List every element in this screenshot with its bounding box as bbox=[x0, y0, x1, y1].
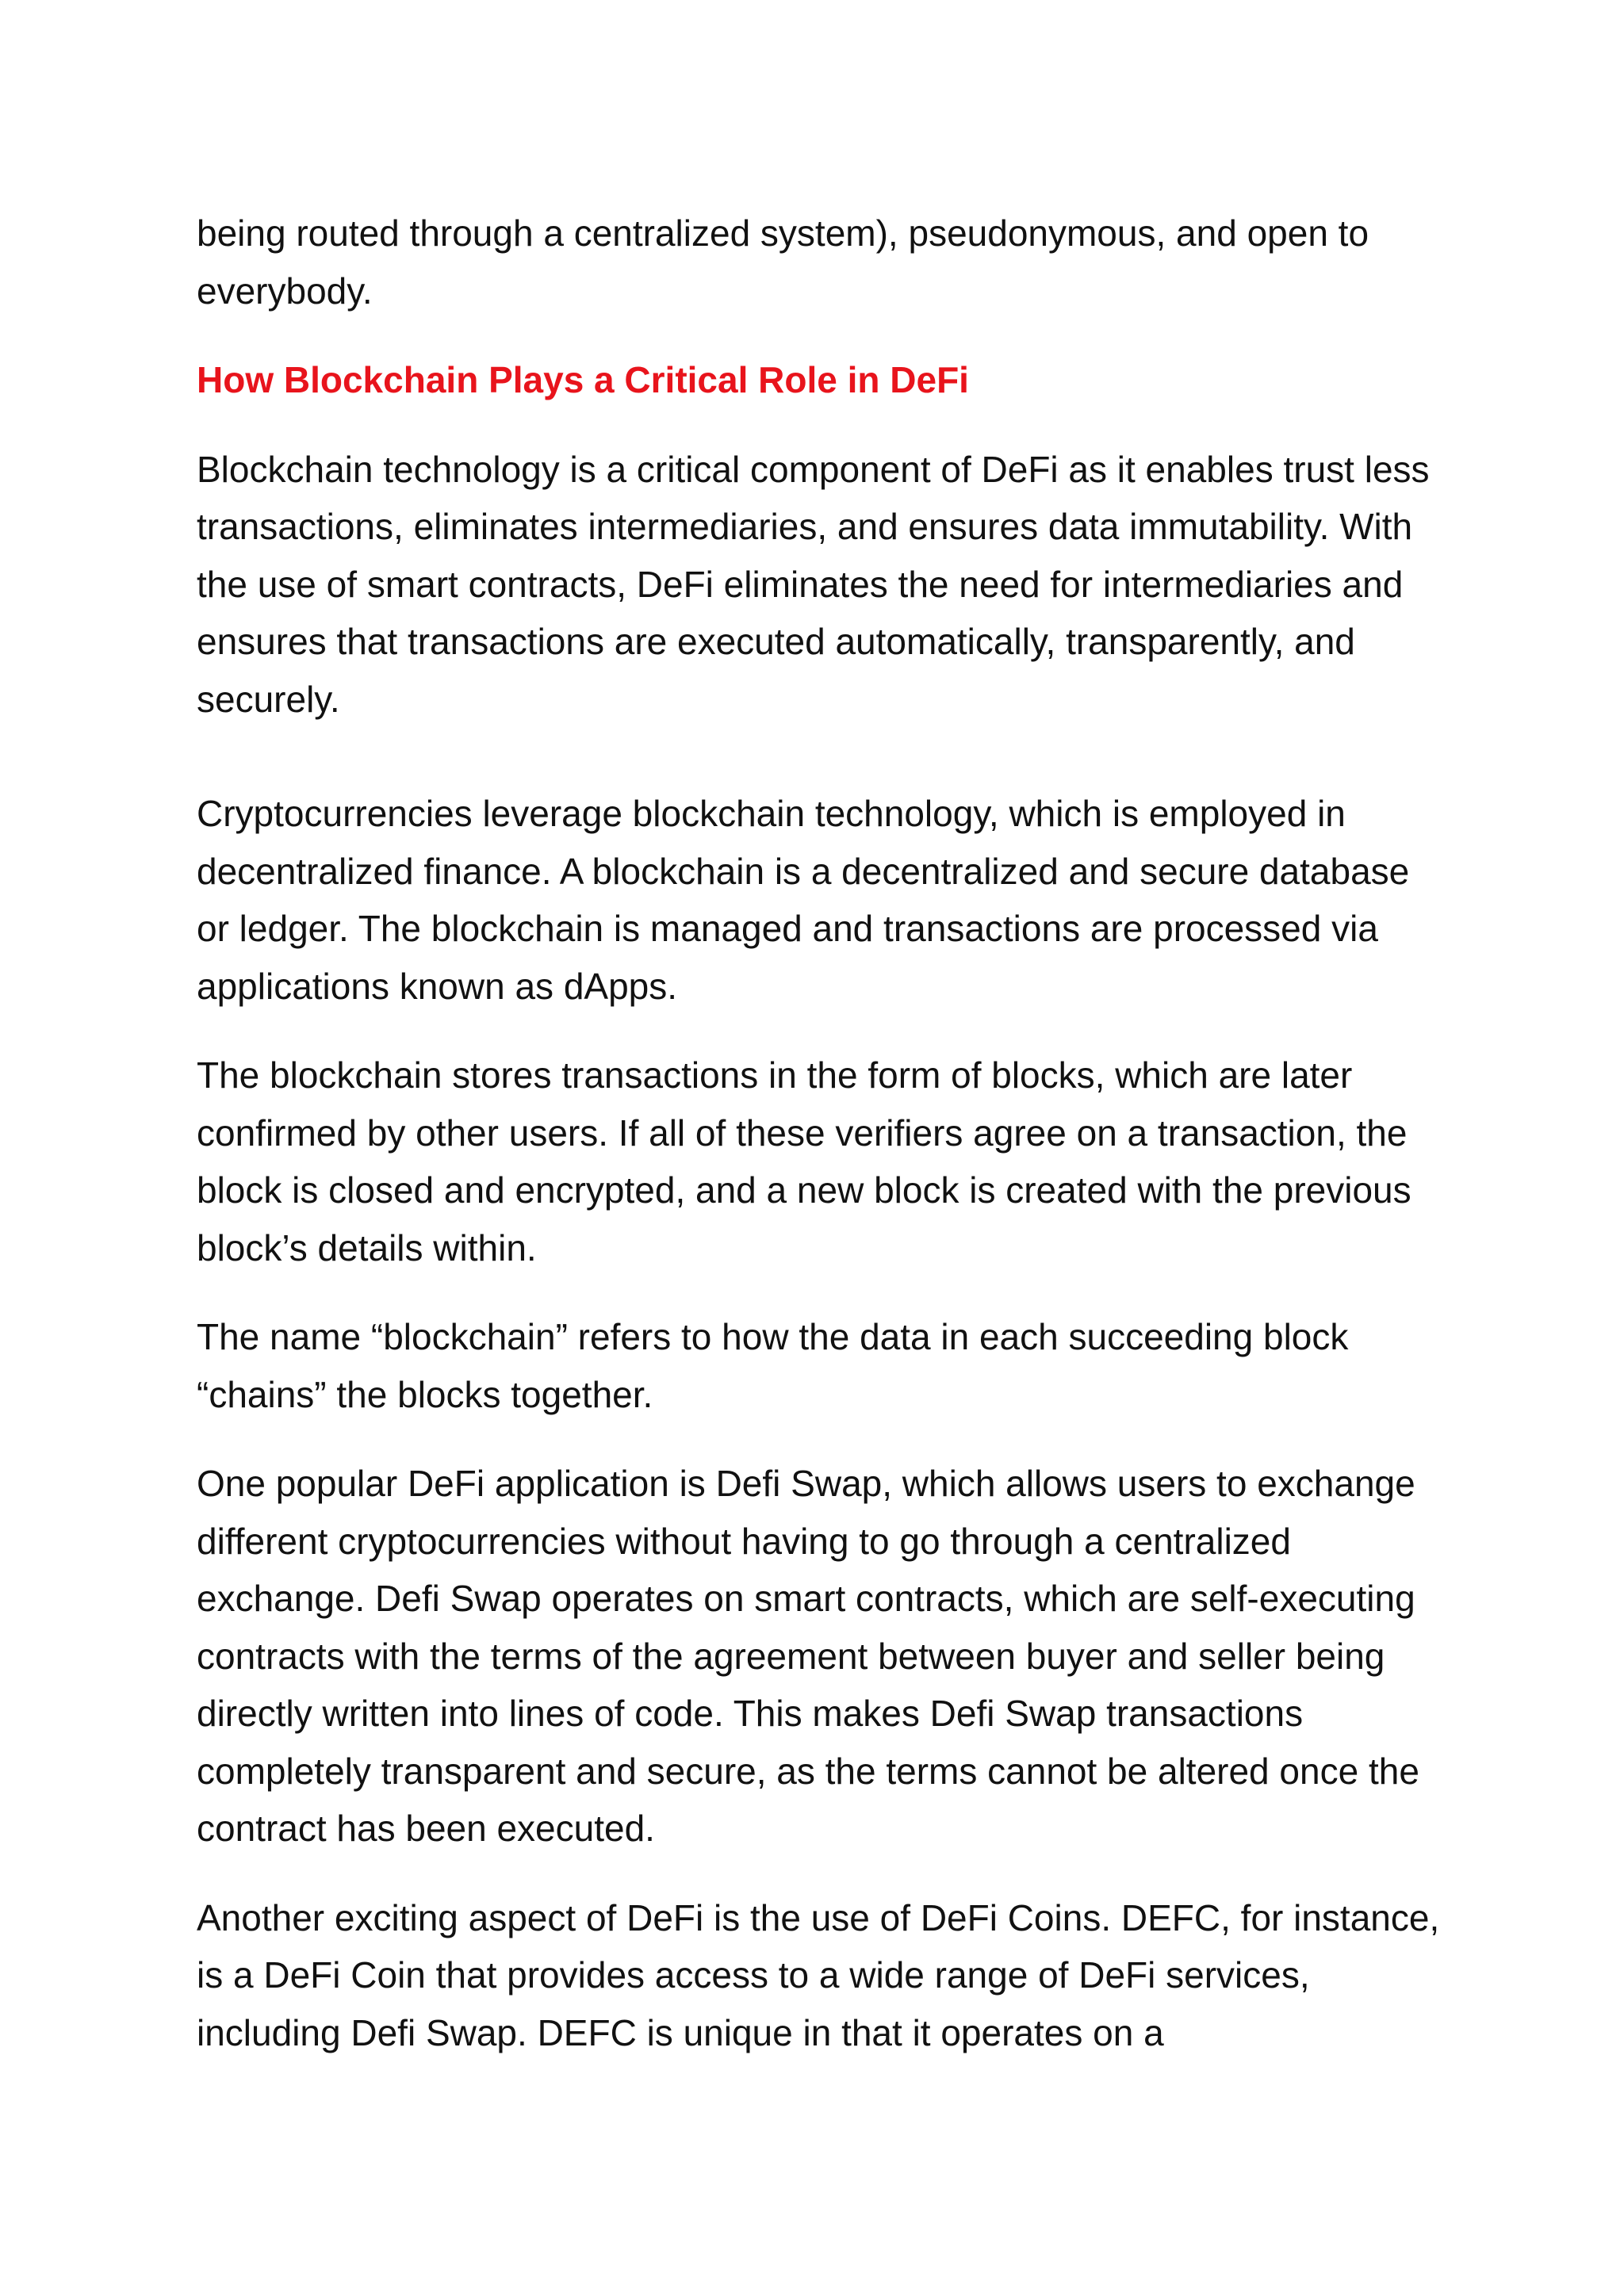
intro-paragraph-fragment: being routed through a centralized system), pseudonymous, and open to everybody. bbox=[197, 212, 1369, 312]
section-heading: How Blockchain Plays a Critical Role in DeFi bbox=[197, 359, 969, 400]
paragraph-blocks: The blockchain stores transactions in the form of blocks, which are later confirmed by other users. If all of these verifiers agree on a transaction, the block is closed and encrypted, and a new block is created with the previous block’s details within. bbox=[197, 1054, 1411, 1269]
paragraph-blockchain-technology: Blockchain technology is a critical component of DeFi as it enables trust less transactions, eliminates intermediaries, and ensures data immutability. With the use of smart contracts, DeFi eliminates the need for intermediaries and ensures that transactions are executed automatically, transparently, and securely. bbox=[197, 448, 1430, 720]
paragraph-name-blockchain: The name “blockchain” refers to how the data in each succeeding block “chains” the blocks together. bbox=[197, 1316, 1349, 1415]
paragraph-defi-swap: One popular DeFi application is Defi Swap, which allows users to exchange different cryptocurrencies without having to go through a centralized exchange. Defi Swap operates on smart contracts, which are self-executing contracts with the terms of the agreement between buyer and seller being directly written into lines of code. This makes Defi Swap transactions completely transparent and secure, as the terms cannot be altered once the contract has been executed. bbox=[197, 1463, 1419, 1849]
document-body bbox=[197, 205, 1442, 2093]
paragraph-defi-coins: Another exciting aspect of DeFi is the use of DeFi Coins. DEFC, for instance, is a DeFi Coin that provides access to a wide range of DeFi services, including Defi Swap. DEFC is unique in that it operates on a bbox=[197, 1896, 1440, 2053]
paragraph-cryptocurrencies: Cryptocurrencies leverage blockchain technology, which is employed in decentralized finance. A blockchain is a decentralized and secure database or ledger. The blockchain is managed and transactions are processed via applications known as dApps. bbox=[197, 793, 1410, 1007]
